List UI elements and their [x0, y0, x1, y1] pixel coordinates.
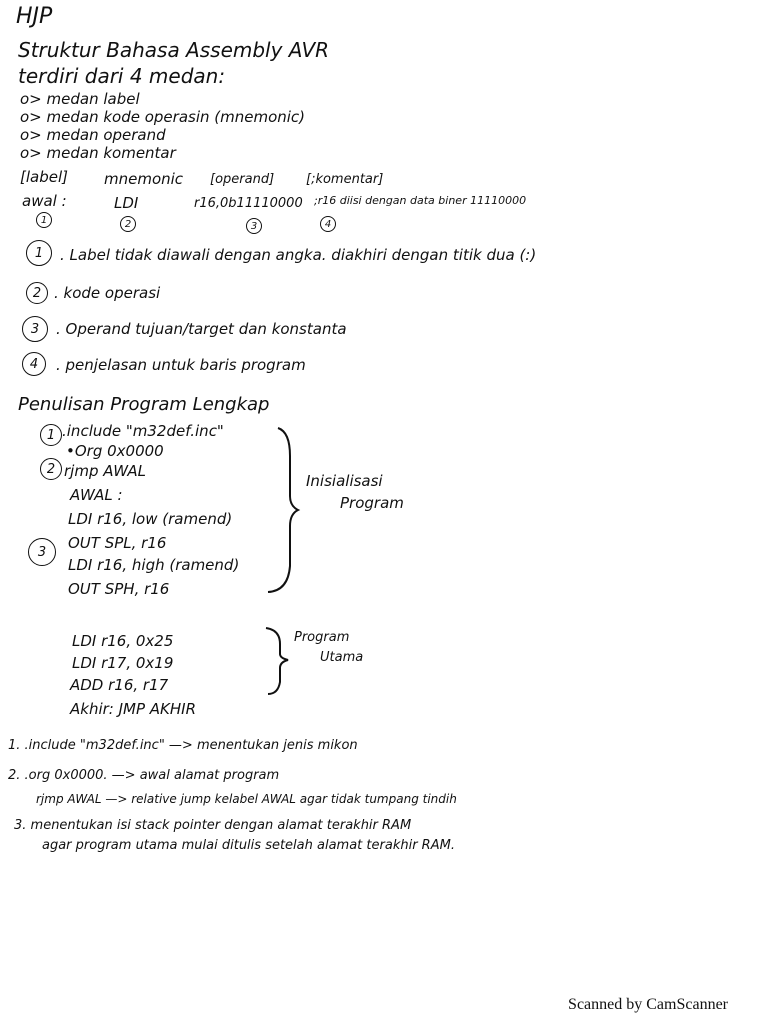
- code-line-org: •Org 0x0000: [66, 442, 164, 460]
- note-2: 2. .org 0x0000. —> awal alamat program: [8, 768, 280, 783]
- init-label-line1: Inisialisasi: [306, 472, 383, 490]
- page-title: Struktur Bahasa Assembly AVR: [18, 38, 330, 62]
- example-marker-3: 3: [246, 218, 262, 234]
- code-line-awal: AWAL :: [70, 486, 123, 504]
- format-header-operand: [operand]: [210, 172, 275, 187]
- example-label: awal :: [22, 192, 67, 210]
- format-header-mnemonic: mnemonic: [104, 170, 184, 188]
- example-marker-1: 1: [36, 212, 52, 228]
- note-2b: rjmp AWAL —> relative jump kelabel AWAL agar tidak tumpang tindih: [36, 792, 457, 806]
- code-line-out-spl: OUT SPL, r16: [68, 534, 167, 552]
- program-marker-1: 1: [40, 424, 62, 446]
- explanation-text-3: . Operand tujuan/target dan konstanta: [56, 320, 347, 338]
- example-comment: ;r16 diisi dengan data biner 11110000: [314, 194, 527, 207]
- code-line-rjmp: rjmp AWAL: [64, 462, 146, 480]
- init-brace: [264, 426, 304, 596]
- code-line-add: ADD r16, r17: [70, 676, 169, 694]
- code-line-ldi-high: LDI r16, high (ramend): [68, 556, 240, 574]
- main-label-line2: Utama: [320, 650, 364, 665]
- program-marker-2: 2: [40, 458, 62, 480]
- format-header-label: [label]: [20, 168, 68, 186]
- scanner-watermark: Scanned by CamScanner: [568, 996, 728, 1013]
- note-3: 3. menentukan isi stack pointer dengan alamat terakhir RAM: [14, 818, 412, 833]
- program-heading: Penulisan Program Lengkap: [18, 394, 270, 415]
- field-item-operand: o> medan operand: [20, 126, 166, 144]
- explanation-number-4: 4: [22, 352, 46, 376]
- note-1: 1. .include "m32def.inc" —> menentukan jenis mikon: [8, 738, 358, 753]
- page-subtitle: terdiri dari 4 medan:: [18, 64, 226, 88]
- explanation-number-3: 3: [22, 316, 48, 342]
- program-marker-3: 3: [28, 538, 56, 566]
- init-label-line2: Program: [340, 494, 404, 512]
- format-header-comment: [;komentar]: [306, 172, 384, 187]
- code-line-ldi-r17: LDI r17, 0x19: [72, 654, 174, 672]
- note-3b: agar program utama mulai ditulis setelah alamat terakhir RAM.: [42, 838, 455, 853]
- code-line-ldi-r16: LDI r16, 0x25: [72, 632, 174, 650]
- example-marker-4: 4: [320, 216, 336, 232]
- explanation-text-2: . kode operasi: [54, 284, 161, 302]
- field-item-opcode: o> medan kode operasin (mnemonic): [20, 108, 306, 126]
- initials: HJP: [16, 4, 53, 29]
- code-line-akhir: Akhir: JMP AKHIR: [70, 700, 197, 718]
- example-mnemonic: LDI: [114, 194, 139, 212]
- explanation-number-1: 1: [26, 240, 52, 266]
- explanation-text-4: . penjelasan untuk baris program: [56, 356, 306, 374]
- explanation-text-1: . Label tidak diawali dengan angka. diakhiri dengan titik dua (:): [60, 246, 537, 264]
- example-operand: r16,0b11110000: [194, 196, 303, 211]
- code-line-out-sph: OUT SPH, r16: [68, 580, 170, 598]
- explanation-number-2: 2: [26, 282, 48, 304]
- field-item-comment: o> medan komentar: [20, 144, 176, 162]
- main-label-line1: Program: [294, 630, 350, 645]
- main-brace: [262, 626, 298, 696]
- code-line-ldi-low: LDI r16, low (ramend): [68, 510, 233, 528]
- example-marker-2: 2: [120, 216, 136, 232]
- field-item-label: o> medan label: [20, 90, 140, 108]
- code-line-include: .include "m32def.inc": [62, 422, 224, 440]
